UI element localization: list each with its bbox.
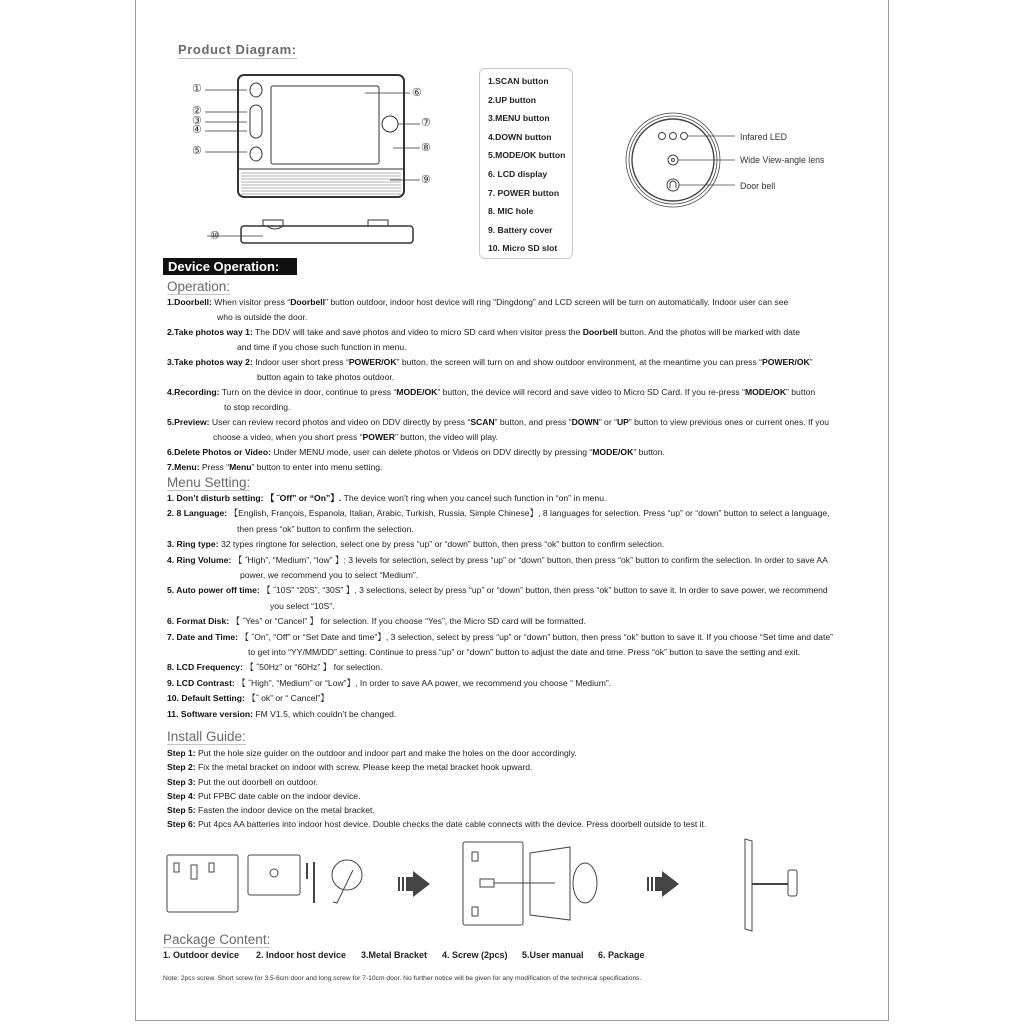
text: Turn on the device in door, continue to press “ bbox=[219, 387, 397, 397]
package-item: 6. Package bbox=[598, 950, 645, 960]
package-note: Note: 2pcs screw. Short screw for 3.5-6cm door and long screw for 7-10cm door. No further notice will be given for any modification of the technical specifications. bbox=[163, 975, 642, 982]
menu-setting-item-line bbox=[167, 614, 833, 629]
step-label: Step 4: bbox=[167, 790, 196, 801]
bold-text: Doorbell bbox=[582, 327, 618, 337]
menu-setting-list bbox=[167, 491, 833, 722]
menu-setting-item bbox=[167, 614, 833, 629]
menu-setting-item-line bbox=[167, 522, 833, 537]
text: 32 types ringtone for selection, select one by press “up” or “down” button, then press “ok” button to confirm selection. bbox=[218, 539, 665, 550]
install-guide-title: Install Guide: bbox=[167, 729, 246, 744]
package-item: 2. Indoor host device bbox=[256, 950, 347, 960]
operation-item-line bbox=[167, 325, 829, 340]
operation-item bbox=[167, 295, 829, 325]
infrared-led-icon bbox=[659, 133, 666, 140]
callout-4: ④ bbox=[192, 124, 202, 136]
text: Press “ bbox=[199, 462, 230, 472]
menu-setting-item-line bbox=[167, 660, 833, 675]
infrared-led-label: Infared LED bbox=[740, 132, 787, 142]
menu-setting-item-line bbox=[167, 599, 833, 614]
power-button-shape bbox=[382, 116, 398, 132]
bold-text: 11. Software version: bbox=[167, 708, 253, 719]
legend-item: 10. Micro SD slot bbox=[488, 243, 558, 254]
step-text: Put 4pcs AA batteries into indoor host device. Double checks the date cable connects with the device. Press doorbell outside to test it. bbox=[195, 819, 707, 830]
step-text: Put FPBC date cable on the indoor device. bbox=[195, 790, 361, 801]
bold-text: 4.Recording: bbox=[167, 387, 220, 397]
product-diagram-title: Product Diagram: bbox=[178, 42, 297, 57]
text: The device won’t ring when you cancel such function in “on” in menu. bbox=[341, 493, 607, 503]
callout-3: ③ bbox=[192, 115, 202, 127]
step-text: Fix the metal bracket on indoor with screw. Please keep the metal bracket hook upward. bbox=[195, 762, 533, 773]
text: to stop recording. bbox=[224, 402, 291, 412]
operation-item bbox=[167, 460, 829, 475]
menu-setting-item-line bbox=[167, 553, 833, 568]
bold-text: 5.Preview: bbox=[167, 417, 210, 427]
lens-label: Wide View-angle lens bbox=[740, 155, 825, 165]
text: ” button, and press “ bbox=[494, 417, 572, 427]
text: ” or “ bbox=[598, 417, 617, 427]
bold-text: MODE/OK bbox=[744, 387, 787, 397]
step-text: Fasten the indoor device on the metal bracket. bbox=[195, 805, 375, 816]
install-step bbox=[167, 789, 706, 803]
step-label: Step 1: bbox=[167, 748, 196, 758]
text: to get into “YY/MM/DD” setting. Continue to press “up” or “down” button to adjust the date and time. Press “ok” button to save the setting and exit. bbox=[248, 647, 801, 658]
text: button again to take photos outdoor. bbox=[257, 372, 395, 382]
text: button. And the photos will be marked with date bbox=[617, 327, 801, 337]
text: 【˝ ok” or “ Cancel”】 bbox=[244, 693, 329, 704]
bold-text: 1. Don’t disturb setting: 【 ˝Off” or “On”】. bbox=[167, 493, 342, 503]
install-step bbox=[167, 775, 706, 789]
text: and time if you chose such function in menu. bbox=[237, 342, 407, 352]
text: who is outside the door. bbox=[217, 312, 308, 322]
install-step bbox=[167, 803, 706, 817]
legend-item: 2.UP button bbox=[488, 94, 537, 105]
text: you select “10S”. bbox=[270, 600, 335, 611]
bold-text: 3. Ring type: bbox=[167, 539, 219, 550]
operation-list bbox=[167, 295, 829, 475]
bold-text: MODE/OK bbox=[592, 447, 634, 457]
package-content-title: Package Content: bbox=[163, 932, 271, 947]
menu-setting-item bbox=[167, 506, 833, 537]
text: ” button, the device will record and save video to Micro SD Card. If you re-press “ bbox=[437, 387, 745, 397]
text: ” button to enter into menu setting. bbox=[251, 462, 383, 472]
step-text: Put the hole size guider on the outdoor and indoor part and make the holes on the door accordingly. bbox=[195, 748, 577, 758]
bold-text: 4. Ring Volume: bbox=[167, 554, 232, 565]
bold-text: POWER/OK bbox=[762, 357, 810, 367]
operation-item-line bbox=[167, 400, 829, 415]
bold-text: 10. Default Setting: bbox=[167, 693, 245, 704]
bold-text: 6.Delete Photos or Video: bbox=[167, 447, 271, 457]
menu-setting-item bbox=[167, 691, 833, 706]
text: 【 ˝High”, “Medium” or “Low”】, In order to save AA power, we recommend you choose “ Medium”. bbox=[234, 677, 612, 688]
text: Under MENU mode, user can delete photos or Videos on DDV directly by pressing “ bbox=[270, 447, 593, 457]
install-illustrations bbox=[160, 835, 870, 935]
bold-text: 9. LCD Contrast: bbox=[167, 677, 235, 688]
bold-text: Doorbell bbox=[290, 297, 326, 307]
operation-item-line bbox=[167, 445, 829, 460]
doorbell-label: Door bell bbox=[740, 181, 776, 191]
text: ” button outdoor, indoor host device will ring “Dingdong” and LCD screen will be turn on automatically. Indoor user can see bbox=[325, 297, 789, 307]
operation-item bbox=[167, 385, 829, 415]
install-steps bbox=[167, 746, 706, 832]
operation-item bbox=[167, 355, 829, 385]
bold-text: 2.Take photos way 1: bbox=[167, 327, 253, 337]
indoor-device-diagram bbox=[185, 68, 445, 248]
bold-text: DOWN bbox=[571, 417, 599, 427]
package-item: 4. Screw (2pcs) bbox=[442, 950, 508, 960]
callout-2: ② bbox=[192, 105, 202, 117]
legend-item: 3.MENU button bbox=[488, 113, 550, 124]
bold-text: SCAN bbox=[470, 417, 495, 427]
menu-setting-item bbox=[167, 630, 833, 661]
bold-text: 7. Date and Time: bbox=[167, 631, 238, 642]
operation-item-line bbox=[167, 355, 829, 370]
arrow-right-icon bbox=[398, 871, 430, 897]
text: then press “ok” button to confirm the selection. bbox=[237, 523, 414, 534]
text: 【 ˝50Hz” or “60Hz” 】 for selection. bbox=[242, 662, 383, 673]
bold-text: POWER bbox=[362, 432, 395, 442]
menu-setting-item bbox=[167, 583, 833, 614]
bold-text: 6. Format Disk: bbox=[167, 616, 230, 627]
install-step bbox=[167, 760, 706, 774]
package-item: 3.Metal Bracket bbox=[361, 950, 428, 960]
operation-item bbox=[167, 415, 829, 445]
operation-item-line bbox=[167, 415, 829, 430]
callout-5: ⑤ bbox=[192, 145, 202, 157]
bold-text: 3.Take photos way 2: bbox=[167, 357, 253, 367]
step-label: Step 2: bbox=[167, 762, 196, 773]
text: power, we recommend you to select “Medium”. bbox=[240, 570, 419, 581]
callout-7: ⑦ bbox=[421, 117, 431, 129]
menu-setting-item bbox=[167, 553, 833, 584]
text: 【 ˝High”, “Medium”, “low” 】: 3 levels for selection, select by press “up” or “down” button, then press “ok” button to confirm the selection. In order to save AA bbox=[231, 554, 828, 565]
arrow-right-icon bbox=[647, 871, 679, 897]
text: Indoor user short press “ bbox=[252, 357, 349, 367]
outdoor-device-diagram bbox=[620, 110, 740, 210]
legend-item: 1.SCAN button bbox=[488, 76, 549, 86]
infrared-led-icon bbox=[681, 133, 688, 140]
legend-item: 5.MODE/OK button bbox=[488, 150, 566, 161]
text: The DDV will take and save photos and video to micro SD card when visitor press the bbox=[252, 327, 583, 337]
menu-setting-item-line bbox=[167, 537, 833, 552]
text: ” button, the screen will turn on and show outdoor environment, at the meantime you can press “ bbox=[396, 357, 763, 367]
legend-item: 8. MIC hole bbox=[488, 206, 534, 217]
text: ” button bbox=[786, 387, 816, 397]
assembled-device-icon bbox=[745, 839, 752, 931]
text: User can review record photos and video on DDV directly by press “ bbox=[209, 417, 471, 427]
rocker-button-shape bbox=[250, 105, 262, 138]
menu-setting-item bbox=[167, 676, 833, 691]
menu-setting-title: Menu Setting: bbox=[167, 475, 251, 490]
operation-item-line bbox=[167, 430, 829, 445]
menu-setting-item-line bbox=[167, 491, 833, 506]
bold-text: POWER/OK bbox=[348, 357, 397, 367]
operation-item-line bbox=[167, 460, 829, 475]
menu-setting-item bbox=[167, 491, 833, 506]
menu-setting-item-line bbox=[167, 583, 833, 598]
operation-item-line bbox=[167, 310, 829, 325]
install-step bbox=[167, 817, 706, 831]
operation-item bbox=[167, 325, 829, 355]
bold-text: 8. LCD Frequency: bbox=[167, 662, 243, 673]
bold-text: 5. Auto power off time: bbox=[167, 585, 260, 596]
menu-setting-item-line bbox=[167, 506, 833, 521]
bold-text: 2. 8 Language: bbox=[167, 508, 228, 519]
bold-text: 1.Doorbell: bbox=[167, 297, 212, 307]
text: 【 ˝On”, “Off” or “Set Date and time”】, 3 selection, select by press “up” or “down” button, then press “ok” button to save it. If you choose “Set time and date” bbox=[238, 631, 833, 642]
text: ” button to view previous ones or current ones. If you bbox=[628, 417, 830, 427]
step-label: Step 3: bbox=[167, 776, 196, 787]
legend-item: 7. POWER button bbox=[488, 187, 560, 198]
device-operation-banner: Device Operation: bbox=[163, 258, 297, 275]
callout-1: ① bbox=[192, 83, 202, 95]
parts-legend bbox=[479, 68, 573, 259]
text: 【 ˝10S” “20S”, “30S” 】, 3 selections, select by press “up” or “down” button, then press “ok” button to save it. In order to save power, we recommend bbox=[259, 585, 828, 596]
metal-bracket-icon bbox=[248, 855, 300, 895]
menu-setting-item-line bbox=[167, 676, 833, 691]
text: 【English, François, Espanola, Italian, Arabic, Turkish, Russia, Simple Chinese】, 8 languages for selection. Press “up” or “down” button to select a language, bbox=[227, 508, 830, 519]
callout-6: ⑥ bbox=[412, 87, 422, 99]
menu-setting-item-line bbox=[167, 568, 833, 583]
step-label: Step 5: bbox=[167, 805, 196, 816]
text: 【 ˝Yes” or “Cancel” 】 for selection. If you choose “Yes”, the Micro SD card will be formatted. bbox=[229, 616, 586, 627]
menu-setting-item-line bbox=[167, 645, 833, 660]
text: ” button. bbox=[633, 447, 665, 457]
text: ” bbox=[809, 357, 813, 367]
package-item: 5.User manual bbox=[522, 950, 584, 960]
bold-text: 7.Menu: bbox=[167, 462, 200, 472]
legend-item: 6. LCD display bbox=[488, 168, 548, 179]
outdoor-device-icon bbox=[332, 860, 362, 890]
operation-item-line bbox=[167, 295, 829, 310]
battery-cover-grille bbox=[241, 173, 401, 194]
text: ” button, the video will play. bbox=[395, 432, 499, 442]
operation-item-line bbox=[167, 340, 829, 355]
mode-button-shape bbox=[250, 147, 262, 161]
menu-setting-item-line bbox=[167, 707, 833, 722]
bold-text: MODE/OK bbox=[396, 387, 438, 397]
lcd-display-shape bbox=[271, 86, 379, 164]
text: choose a video, when you short press “ bbox=[213, 432, 363, 442]
menu-setting-item-line bbox=[167, 691, 833, 706]
callout-8: ⑧ bbox=[421, 142, 431, 154]
hole-guide-icon bbox=[167, 855, 238, 912]
text: When visitor press “ bbox=[211, 297, 291, 307]
menu-setting-item bbox=[167, 537, 833, 552]
menu-setting-item bbox=[167, 707, 833, 722]
text: FM V1.5, which couldn’t be changed. bbox=[252, 708, 397, 719]
menu-setting-item bbox=[167, 660, 833, 675]
scan-button-shape bbox=[250, 83, 262, 97]
bold-text: UP bbox=[616, 417, 629, 427]
operation-item-line bbox=[167, 385, 829, 400]
bold-text: Menu bbox=[229, 462, 252, 472]
operation-item-line bbox=[167, 370, 829, 385]
menu-setting-item-line bbox=[167, 630, 833, 645]
package-item: 1. Outdoor device bbox=[163, 950, 240, 960]
operation-title: Operation: bbox=[167, 279, 231, 294]
install-step bbox=[167, 746, 706, 760]
lens-icon bbox=[668, 155, 678, 165]
legend-item: 9. Battery cover bbox=[488, 224, 553, 235]
step-label: Step 6: bbox=[167, 819, 196, 830]
callout-10: ⑩ bbox=[210, 230, 220, 242]
doorbell-side-icon bbox=[573, 863, 597, 903]
infrared-led-icon bbox=[670, 133, 677, 140]
step-text: Put the out doorbell on outdoor. bbox=[195, 776, 318, 787]
device-bottom-view bbox=[241, 220, 413, 243]
callout-9: ⑨ bbox=[421, 174, 431, 186]
operation-item bbox=[167, 445, 829, 460]
legend-item: 4.DOWN button bbox=[488, 131, 552, 142]
